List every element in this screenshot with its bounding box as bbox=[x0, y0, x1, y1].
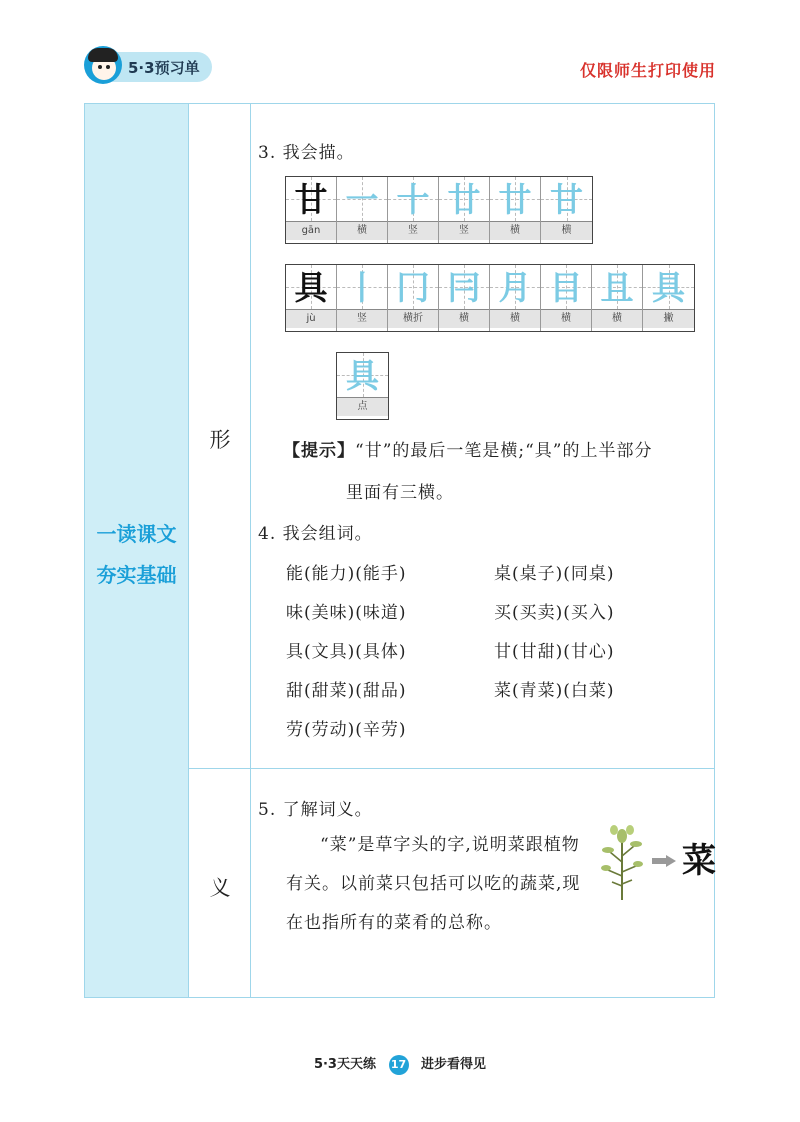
stroke-label: 撇 bbox=[643, 310, 694, 328]
category-form: 形 bbox=[209, 428, 231, 452]
footer-slogan: 进步看得见 bbox=[421, 1057, 487, 1072]
word-group: 甜(甜菜)(甜品) bbox=[286, 681, 407, 701]
question-5-title: 5. 了解词义。 bbox=[258, 800, 373, 820]
stroke-label: 横 bbox=[541, 310, 591, 328]
word-group: 菜(青菜)(白菜) bbox=[494, 681, 615, 701]
row-divider bbox=[189, 768, 715, 769]
grid-cell bbox=[490, 265, 541, 331]
stroke-label: 横 bbox=[439, 310, 489, 328]
tip-line2: 里面有三横。 bbox=[346, 483, 454, 503]
stroke-label: 竖 bbox=[388, 222, 438, 240]
grid-cell bbox=[541, 177, 592, 243]
stroke-label: 横 bbox=[490, 310, 540, 328]
model-char: 甘 bbox=[294, 180, 328, 219]
grid-cell bbox=[439, 177, 490, 243]
grid-cell bbox=[337, 353, 388, 419]
section-title-line1: 一读课文 bbox=[96, 522, 177, 546]
footer-brand: 5·3天天练 bbox=[313, 1057, 376, 1072]
tip-label: 【提示】 bbox=[283, 441, 355, 461]
grid-cell bbox=[286, 177, 337, 243]
section-title-line2: 夯实基础 bbox=[96, 563, 177, 587]
model-char: 具 bbox=[294, 268, 328, 307]
stroke-label: 竖 bbox=[337, 310, 387, 328]
word-group: 具(文具)(具体) bbox=[286, 642, 407, 662]
word-group: 能(能力)(能手) bbox=[286, 564, 407, 584]
writing-grid-ju bbox=[285, 264, 695, 332]
trace-char[interactable]: 且 bbox=[600, 268, 634, 307]
grid-cell bbox=[388, 265, 439, 331]
trace-char[interactable]: 具 bbox=[652, 268, 685, 307]
trace-char[interactable]: 冂 bbox=[396, 268, 430, 307]
stroke-label: 横 bbox=[337, 222, 387, 240]
trace-char[interactable]: 一 bbox=[345, 180, 379, 219]
pinyin-label: jù bbox=[286, 310, 336, 328]
category-meaning: 义 bbox=[209, 876, 231, 900]
word-group: 味(美味)(味道) bbox=[286, 603, 407, 623]
meaning-paragraph: “菜”是草字头的字,说明菜跟植物有关。以前菜只包括可以吃的蔬菜,现在也指所有的菜肴的总称。 bbox=[286, 835, 581, 933]
avatar bbox=[84, 46, 122, 84]
tip-line1: 【提示】“甘”的最后一笔是横;“具”的上半部分 bbox=[283, 441, 653, 461]
trace-char[interactable]: 目 bbox=[549, 268, 583, 307]
word-group: 桌(桌子)(同桌) bbox=[494, 564, 615, 584]
word-group: 甘(甘甜)(甘心) bbox=[494, 642, 615, 662]
grid-cell bbox=[337, 265, 388, 331]
trace-char[interactable]: 冃 bbox=[447, 268, 481, 307]
arrow-right-icon bbox=[652, 855, 676, 867]
footer bbox=[0, 1053, 800, 1075]
seal-script-char: 菜 bbox=[682, 841, 716, 881]
question-4-title: 4. 我会组词。 bbox=[258, 524, 373, 544]
trace-char[interactable]: 丨 bbox=[345, 268, 379, 307]
grid-cell bbox=[388, 177, 439, 243]
grid-cell bbox=[337, 177, 388, 243]
question-3-title: 3. 我会描。 bbox=[258, 143, 355, 163]
grid-cell bbox=[592, 265, 643, 331]
trace-char[interactable]: 月 bbox=[498, 268, 532, 307]
stroke-label: 竖 bbox=[439, 222, 489, 240]
trace-char[interactable]: 廿 bbox=[447, 180, 481, 219]
grid-cell bbox=[643, 265, 694, 331]
writing-grid-ju-extra bbox=[336, 352, 389, 420]
stroke-label: 横 bbox=[490, 222, 540, 240]
writing-grid-gan bbox=[285, 176, 593, 244]
word-group: 劳(劳动)(辛劳) bbox=[286, 720, 407, 740]
stroke-label: 横 bbox=[592, 310, 642, 328]
trace-char[interactable]: 十 bbox=[396, 180, 430, 219]
trace-char[interactable]: 甘 bbox=[550, 180, 583, 219]
stroke-label: 点 bbox=[337, 398, 388, 416]
trace-char[interactable]: 廿 bbox=[498, 180, 532, 219]
pinyin-label: gān bbox=[286, 222, 336, 240]
stroke-label: 横 bbox=[541, 222, 592, 240]
grid-cell bbox=[286, 265, 337, 331]
grid-cell bbox=[439, 265, 490, 331]
page-number: 17 bbox=[389, 1055, 409, 1075]
grid-cell bbox=[490, 177, 541, 243]
trace-char[interactable]: 具 bbox=[346, 356, 379, 395]
grid-cell bbox=[541, 265, 592, 331]
header-title: 5·3预习单 bbox=[128, 59, 200, 77]
stroke-label: 横折 bbox=[388, 310, 438, 328]
plant-illustration bbox=[598, 822, 646, 900]
word-group: 买(买卖)(买入) bbox=[494, 603, 615, 623]
print-notice: 仅限师生打印使用 bbox=[579, 61, 716, 80]
